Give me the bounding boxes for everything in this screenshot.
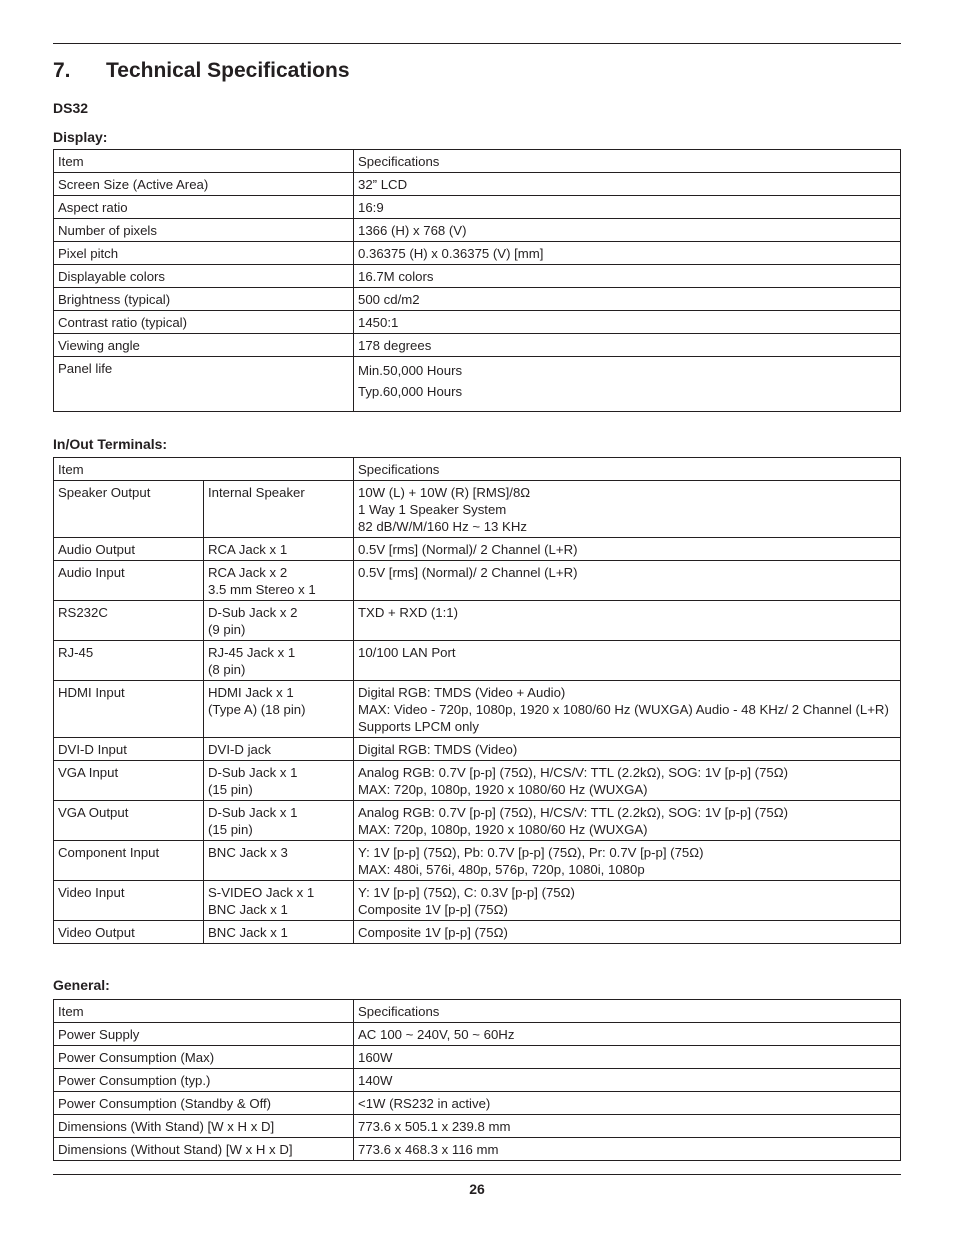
item-cell: DVI-D Input	[54, 738, 204, 761]
table-row	[54, 921, 901, 944]
item-cell: Audio Input	[54, 561, 204, 601]
item-cell: Aspect ratio	[54, 196, 354, 219]
page-number: 26	[469, 1181, 485, 1197]
item-cell: Displayable colors	[54, 265, 354, 288]
inout-spec-table	[53, 457, 901, 944]
spec-cell: 10W (L) + 10W (R) [RMS]/8Ω 1 Way 1 Speaker System 82 dB/W/M/160 Hz ~ 13 KHz	[354, 481, 901, 538]
item-cell: Power Supply	[54, 1023, 354, 1046]
general-section-heading: General:	[53, 977, 110, 993]
display-spec-table	[53, 149, 901, 412]
spec-cell: 160W	[354, 1046, 901, 1069]
table-row	[54, 1092, 901, 1115]
spec-cell: Min.50,000 Hours Typ.60,000 Hours	[354, 357, 901, 412]
table-row	[54, 288, 901, 311]
table-row	[54, 538, 901, 561]
item-cell: RJ-45	[54, 641, 204, 681]
item-cell: Brightness (typical)	[54, 288, 354, 311]
table-row	[54, 561, 901, 601]
spec-cell: Analog RGB: 0.7V [p-p] (75Ω), H/CS/V: TTL (2.2kΩ), SOG: 1V [p-p] (75Ω) MAX: 720p, 1080p, 1920 x 1080/60 Hz (WUXGA)	[354, 801, 901, 841]
spec-cell: <1W (RS232 in active)	[354, 1092, 901, 1115]
footer-rule	[53, 1174, 901, 1175]
spec-cell: 32” LCD	[354, 173, 901, 196]
table-row	[54, 761, 901, 801]
item-cell: Audio Output	[54, 538, 204, 561]
item-cell: Video Output	[54, 921, 204, 944]
spec-cell: 773.6 x 505.1 x 239.8 mm	[354, 1115, 901, 1138]
spec-cell: 0.5V [rms] (Normal)/ 2 Channel (L+R)	[354, 561, 901, 601]
item-cell: VGA Input	[54, 761, 204, 801]
spec-cell: Analog RGB: 0.7V [p-p] (75Ω), H/CS/V: TTL (2.2kΩ), SOG: 1V [p-p] (75Ω) MAX: 720p, 1080p, 1920 x 1080/60 Hz (WUXGA)	[354, 761, 901, 801]
spec-cell: Y: 1V [p-p] (75Ω), C: 0.3V [p-p] (75Ω) Composite 1V [p-p] (75Ω)	[354, 881, 901, 921]
item-cell: Power Consumption (Max)	[54, 1046, 354, 1069]
item-cell: HDMI Input	[54, 681, 204, 738]
header-spec-cell: Specifications	[354, 458, 901, 481]
header-rule	[53, 43, 901, 44]
table-row	[54, 601, 901, 641]
item-cell: Pixel pitch	[54, 242, 354, 265]
table-header-row	[54, 458, 901, 481]
spec-cell: TXD + RXD (1:1)	[354, 601, 901, 641]
table-row	[54, 1138, 901, 1161]
general-spec-table	[53, 999, 901, 1161]
display-section-heading: Display:	[53, 129, 108, 145]
table-row	[54, 641, 901, 681]
chapter-heading	[53, 59, 350, 83]
item-cell: Power Consumption (Standby & Off)	[54, 1092, 354, 1115]
connector-cell: Internal Speaker	[204, 481, 354, 538]
header-spec-cell: Specifications	[354, 150, 901, 173]
table-row	[54, 801, 901, 841]
spec-cell: 140W	[354, 1069, 901, 1092]
item-cell: Dimensions (Without Stand) [W x H x D]	[54, 1138, 354, 1161]
item-cell: RS232C	[54, 601, 204, 641]
connector-cell: D-Sub Jack x 1 (15 pin)	[204, 801, 354, 841]
spec-cell: Y: 1V [p-p] (75Ω), Pb: 0.7V [p-p] (75Ω), Pr: 0.7V [p-p] (75Ω) MAX: 480i, 576i, 480p, 576p, 720p, 1080i, 1080p	[354, 841, 901, 881]
spec-cell: 0.36375 (H) x 0.36375 (V) [mm]	[354, 242, 901, 265]
spec-cell: 773.6 x 468.3 x 116 mm	[354, 1138, 901, 1161]
spec-cell: 1450:1	[354, 311, 901, 334]
table-row	[54, 242, 901, 265]
table-row	[54, 265, 901, 288]
connector-cell: RCA Jack x 2 3.5 mm Stereo x 1	[204, 561, 354, 601]
table-row	[54, 1023, 901, 1046]
table-row	[54, 1115, 901, 1138]
header-item-cell: Item	[54, 150, 354, 173]
model-name: DS32	[53, 100, 89, 116]
connector-cell: BNC Jack x 1	[204, 921, 354, 944]
item-cell: Screen Size (Active Area)	[54, 173, 354, 196]
table-row	[54, 481, 901, 538]
spec-cell: 16:9	[354, 196, 901, 219]
item-cell: Panel life	[54, 357, 354, 412]
header-item-cell: Item	[54, 1000, 354, 1023]
table-row	[54, 881, 901, 921]
table-header-row	[54, 1000, 901, 1023]
table-row	[54, 681, 901, 738]
item-cell: Speaker Output	[54, 481, 204, 538]
item-cell: Viewing angle	[54, 334, 354, 357]
connector-cell: DVI-D jack	[204, 738, 354, 761]
spec-cell: AC 100 ~ 240V, 50 ~ 60Hz	[354, 1023, 901, 1046]
table-row	[54, 196, 901, 219]
table-row	[54, 841, 901, 881]
table-row	[54, 219, 901, 242]
spec-cell: 178 degrees	[354, 334, 901, 357]
spec-cell: Digital RGB: TMDS (Video)	[354, 738, 901, 761]
item-cell: Power Consumption (typ.)	[54, 1069, 354, 1092]
table-row	[54, 1046, 901, 1069]
spec-cell: 16.7M colors	[354, 265, 901, 288]
item-cell: Dimensions (With Stand) [W x H x D]	[54, 1115, 354, 1138]
chapter-number: 7.	[53, 59, 71, 82]
spec-cell: 500 cd/m2	[354, 288, 901, 311]
connector-cell: RCA Jack x 1	[204, 538, 354, 561]
connector-cell: S-VIDEO Jack x 1 BNC Jack x 1	[204, 881, 354, 921]
spec-cell: Digital RGB: TMDS (Video + Audio) MAX: Video - 720p, 1080p, 1920 x 1080/60 Hz (WUXGA) Audio - 48 KHz/ 2 Channel (L+R) Supports LPCM only	[354, 681, 901, 738]
item-cell: VGA Output	[54, 801, 204, 841]
spec-cell: 1366 (H) x 768 (V)	[354, 219, 901, 242]
item-cell: Component Input	[54, 841, 204, 881]
table-row	[54, 1069, 901, 1092]
item-cell: Contrast ratio (typical)	[54, 311, 354, 334]
table-row	[54, 334, 901, 357]
spec-cell: 10/100 LAN Port	[354, 641, 901, 681]
header-item-cell: Item	[54, 458, 354, 481]
connector-cell: HDMI Jack x 1 (Type A) (18 pin)	[204, 681, 354, 738]
table-header-row	[54, 150, 901, 173]
connector-cell: RJ-45 Jack x 1 (8 pin)	[204, 641, 354, 681]
table-row	[54, 173, 901, 196]
inout-section-heading: In/Out Terminals:	[53, 436, 168, 452]
table-row	[54, 311, 901, 334]
spec-cell: 0.5V [rms] (Normal)/ 2 Channel (L+R)	[354, 538, 901, 561]
connector-cell: BNC Jack x 3	[204, 841, 354, 881]
chapter-title: Technical Specifications	[106, 59, 350, 82]
connector-cell: D-Sub Jack x 2 (9 pin)	[204, 601, 354, 641]
spec-cell: Composite 1V [p-p] (75Ω)	[354, 921, 901, 944]
item-cell: Number of pixels	[54, 219, 354, 242]
item-cell: Video Input	[54, 881, 204, 921]
header-spec-cell: Specifications	[354, 1000, 901, 1023]
connector-cell: D-Sub Jack x 1 (15 pin)	[204, 761, 354, 801]
table-row	[54, 357, 901, 412]
table-row	[54, 738, 901, 761]
